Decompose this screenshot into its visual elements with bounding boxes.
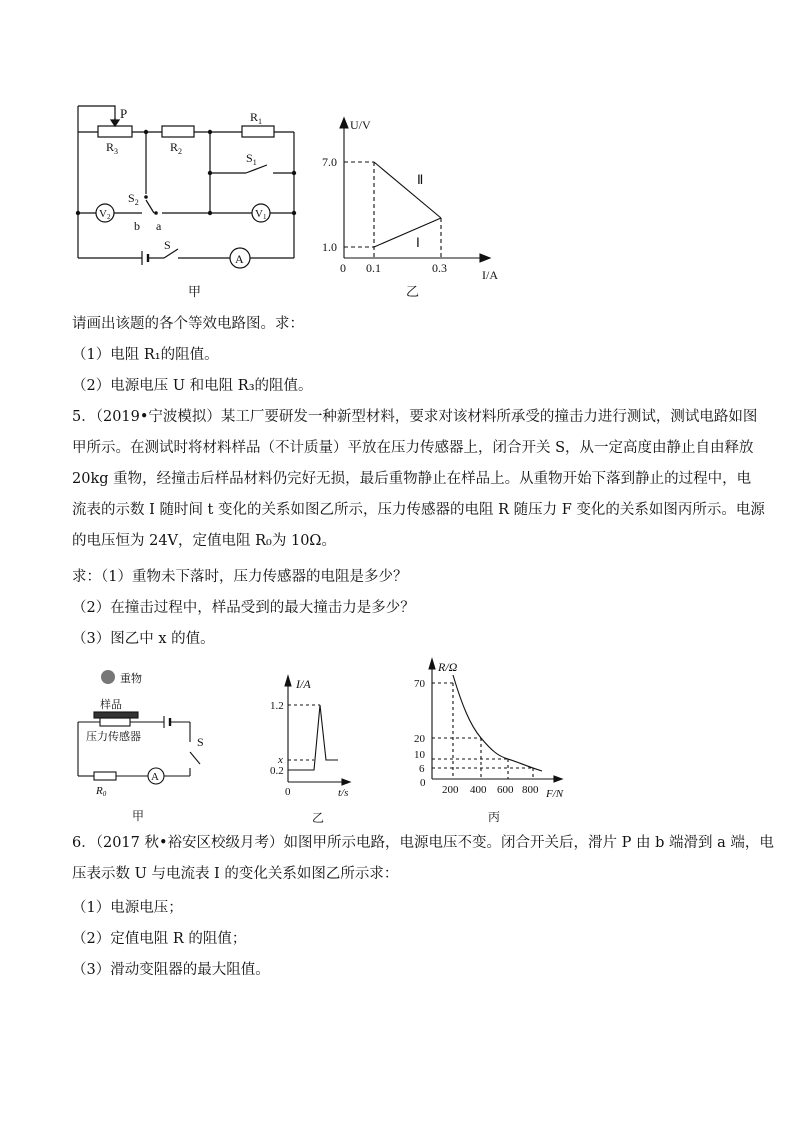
fig1-graph-ytick-7: 7.0 (322, 155, 337, 169)
fig2-caption: 甲 (132, 809, 145, 823)
fig2-I-origin: 0 (285, 786, 291, 798)
line-I (374, 218, 441, 247)
fig2-I-ytick-12: 1.2 (270, 700, 284, 712)
fig2-R-caption: 丙 (488, 810, 501, 824)
fig1-label-P: P (120, 106, 128, 121)
fig1-label-R3: $R_3$ (106, 140, 119, 156)
fig1-label-S: S (164, 238, 171, 252)
sample-block (94, 712, 138, 718)
fig1-circuit (70, 98, 310, 303)
line-II (374, 162, 441, 218)
fig1-graph-xtick-03: 0.3 (432, 261, 447, 275)
text-line-13: 压表示数 U 与电流表 I 的变化关系如图乙所示求： (72, 866, 399, 882)
weight-ball (101, 670, 115, 684)
fig2-R-ytick-6: 6 (419, 763, 425, 775)
fig1-caption: 甲 (188, 284, 202, 299)
text-line-16: （3）滑动变阻器的最大阻值。 (72, 962, 270, 978)
fig2-I-xlabel: t/s (338, 787, 349, 799)
text-line-15: （2）定值电阻 R 的阻值； (72, 931, 247, 947)
text-line-6: 20kg 重物，经撞击后样品材料仍完好无损，最后重物静止在样品上。从重物开始下落到静止的过程中，电 (72, 471, 752, 487)
fig2-label-R0: R0 (96, 785, 107, 798)
fig1-graph-xlabel: I/A (482, 268, 498, 282)
fig1-label-V2: V2 (99, 208, 111, 221)
fig2-graph-I (270, 672, 370, 827)
fig2-R-xtick-600: 600 (497, 784, 514, 796)
text-line-7: 流表的示数 I 随时间 t 变化的关系如图乙所示，压力传感器的电阻 R 随压力 F 变化的关系如图丙所示。电源 (72, 502, 765, 518)
fig2-label-S: S (197, 735, 204, 749)
text-line-3: （2）电源电压 U 和电阻 R₃的阻值。 (72, 378, 313, 394)
fig1-graph-xtick-01: 0.1 (366, 261, 381, 275)
fig2-I-ytick-02: 0.2 (270, 765, 284, 777)
text-line-1: 请画出该题的各个等效电路图。求： (72, 316, 304, 332)
text-line-9: 求：（1）重物未下落时，压力传感器的电阻是多少？ (72, 569, 408, 585)
fig2-R-ytick-10: 10 (414, 749, 425, 761)
fig1-label-S2: $S_2$ (128, 191, 139, 207)
fig2-label-weight: 重物 (120, 673, 142, 685)
text-line-4: 5．（2019•宁波模拟）某工厂要研发一种新型材料，要求对该材料所承受的撞击力进行测试，测试电路如图 (72, 409, 758, 425)
fig2-R-origin: 0 (420, 777, 426, 789)
text-line-11: （3）图乙中 x 的值。 (72, 631, 215, 647)
text-line-8: 的电压恒为 24V，定值电阻 R₀为 10Ω。 (72, 533, 336, 549)
fig1-graph-label-I: Ⅰ (416, 235, 420, 250)
fig2-R-ytick-20: 20 (414, 733, 425, 745)
fig2-R-xlabel: F/N (546, 788, 564, 800)
text-line-12: 6．（2017 秋•裕安区校级月考）如图甲所示电路，电源电压不变。闭合开关后，滑片 P 由 b 端滑到 a 端，电 (72, 835, 774, 851)
fig2-label-sample: 样品 (100, 699, 122, 711)
fig1-graph-origin: 0 (340, 261, 346, 275)
fig2-I-ylabel: I/A (296, 677, 311, 691)
fig2-graph-R (410, 655, 585, 827)
text-line-10: （2）在撞击过程中，样品受到的最大撞击力是多少？ (72, 600, 415, 616)
fig2-R-ytick-70: 70 (414, 678, 425, 690)
fig1-label-a: a (156, 219, 162, 233)
fig1-label-b: b (134, 219, 140, 233)
fig2-label-sensor: 压力传感器 (86, 731, 141, 743)
text-line-14: （1）电源电压； (72, 900, 183, 916)
fig2-I-ytick-x: x (278, 754, 283, 766)
fig2-label-A: A (151, 771, 159, 783)
fig2-I-caption: 乙 (312, 811, 325, 825)
fig2-R-ylabel: R/Ω (438, 660, 458, 674)
fig2-circuit (70, 660, 240, 826)
text-line-2: （1）电阻 R₁的阻值。 (72, 347, 219, 363)
text-line-5: 甲所示。在测试时将材料样品（不计质量）平放在压力传感器上，闭合开关 S，从一定高度由静止自由释放 (72, 440, 754, 456)
fig1-graph-ytick-1: 1.0 (322, 240, 337, 254)
fig1-graph (318, 112, 518, 302)
fig1-graph-ylabel: U/V (350, 118, 371, 132)
fig1-label-R2: $R_2$ (170, 140, 183, 156)
fig2-R-curve (453, 675, 542, 771)
fig2-R-xtick-800: 800 (522, 784, 539, 796)
fig1-label-V1: V1 (255, 208, 267, 221)
fig1-label-A: A (235, 252, 244, 266)
fig1-label-S1: $S_1$ (246, 151, 257, 167)
fig2-R-xtick-400: 400 (470, 784, 487, 796)
fig1-graph-caption: 乙 (406, 284, 420, 299)
fig2-R-xtick-200: 200 (442, 784, 459, 796)
fig1-label-R1: $R_1$ (250, 110, 263, 126)
fig1-graph-label-II: Ⅱ (417, 172, 424, 187)
